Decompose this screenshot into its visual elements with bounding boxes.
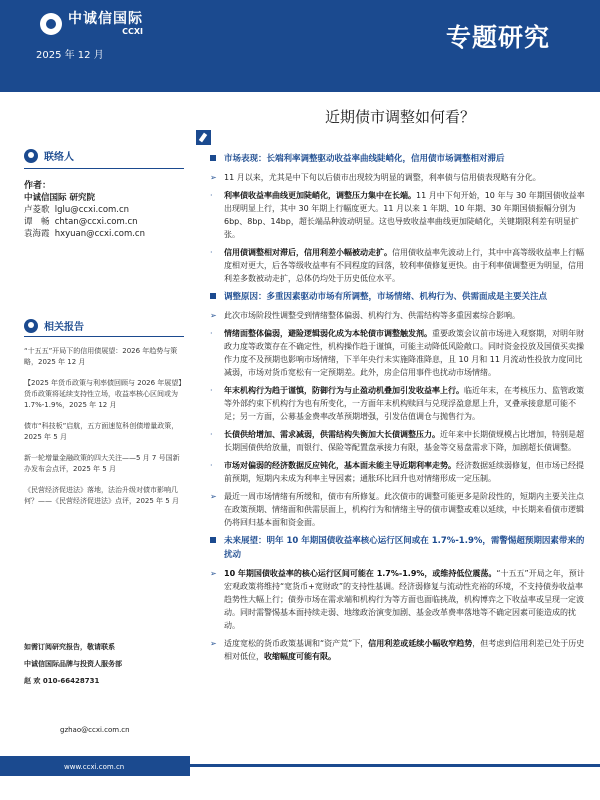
contact-name: 谭 畅	[24, 217, 50, 227]
paragraph	[208, 490, 586, 529]
paragraph-lead: 情绪面整体偏弱，避险逻辑弱化成为本轮债市调整触发剂。	[224, 329, 432, 338]
paragraph-text: 11 月中下旬开始，10 年与 30 年期国债收益率出现明显上行，其中 30 年期上行幅度更大。11 月以来 1 年期、10 年期、30 年期国债振幅分别为 6bp、8bp、14bp，超长端品种波动明显。这也导致收益率曲线更加陡峭化，关键期限利差有明显扩张。	[224, 191, 585, 239]
contact-email[interactable]: lglu@ccxi.com.cn	[54, 205, 130, 215]
arrow-bullet-icon: ➢	[210, 173, 217, 182]
paragraph	[208, 171, 586, 184]
related-reports-list	[24, 346, 184, 517]
dash-bullet-icon: ·	[210, 329, 213, 338]
paragraph-text: 此次市场阶段性调整受到情绪整体偏弱、机构行为、供需结构等多重因素综合影响。	[224, 311, 520, 320]
paragraph	[208, 309, 586, 322]
paragraph-text: 11 月以来，尤其是中下旬以后债市出现较为明显的调整，利率债与信用债表现略有分化。	[224, 173, 541, 182]
paragraph-lead: 市场对偏弱的经济数据反应钝化，基本面未能主导近期利率走势。	[224, 461, 456, 470]
subscription-line: 赵 欢 010-66428731	[24, 677, 100, 685]
footer-strip	[190, 764, 600, 767]
arrow-bullet-icon: ➢	[210, 492, 217, 501]
paragraph-text: 临近年末，在考核压力、监管政策等外部约束下机构行为也有所变化，一方面年末机构赎回与兑现浮盈意愿上升，叉叠承接意愿可能不足；另一方面，公募基金费率改革预期增强，引发估值调仓与抛售行为。	[224, 386, 584, 421]
paragraph-lead: 利率债收益率曲线更加陡峭化，调整压力集中在长端。	[224, 191, 416, 200]
paragraph	[208, 428, 586, 454]
report-date: 2025 年 12 月	[36, 50, 104, 61]
author-org: 中诚信国际 研究院	[24, 193, 95, 203]
author-label: 作者：	[24, 181, 52, 191]
paragraph-text: 适度宽松的货币政策基调和“资产荒”下，	[224, 639, 369, 648]
contact-name: 袁海霞	[24, 229, 50, 239]
contact-email[interactable]: hxyuan@ccxi.com.cn	[54, 229, 145, 239]
contact-block	[24, 180, 184, 240]
related-report-link[interactable]: 新一轮增量金融政策的四大关注——5 月 7 号国新办发布会点评，2025 年 5 月	[24, 454, 180, 473]
arrow-bullet-icon: ➢	[210, 569, 217, 578]
paragraph-lead: 收缩幅度可能有限。	[264, 652, 336, 661]
arrow-bullet-icon: ➢	[210, 639, 217, 648]
section-heading	[208, 152, 586, 166]
website-link[interactable]: www.ccxi.com.cn	[64, 763, 125, 771]
subscription-info	[24, 642, 184, 693]
related-heading-label: 相关报告	[44, 322, 84, 333]
square-bullet-icon	[210, 155, 216, 161]
paragraph	[208, 246, 586, 285]
divider	[24, 336, 184, 337]
divider	[24, 168, 184, 169]
logo-en-text: CCXI	[122, 27, 143, 36]
arrow-bullet-icon: ➢	[210, 311, 217, 320]
paragraph	[208, 189, 586, 241]
logo-icon	[40, 13, 62, 35]
square-bullet-icon	[210, 293, 216, 299]
dash-bullet-icon: ·	[210, 191, 213, 200]
contact-line	[24, 216, 184, 228]
company-logo	[40, 12, 143, 36]
paragraph	[208, 637, 586, 663]
subscription-line: 中诚信国际品牌与投资人服务部	[24, 660, 122, 668]
contact-line	[24, 204, 184, 216]
paragraph-text: 最近一周市场情绪有所缓和，债市有所修复。此次债市的调整可能更多是阶段性的，短期内主要关注点在政策预期、情绪面和供需层面上，机构行为和情绪主导的债市调整或难以延续，中长期来看债市逻辑仍将回归基本面和资金面。	[224, 492, 584, 527]
related-report-link[interactable]: 债市“科技板”启航，五方面速览科创债增量政策，2025 年 5 月	[24, 422, 179, 441]
section-heading-text: 未来展望：明年 10 年期国债收益率核心运行区间或在 1.7%-1.9%，需警惕超预期因素带来的扰动	[224, 536, 585, 560]
contact-heading	[24, 148, 74, 163]
paragraph-text: 经济数据延续弱修复，但市场已经提前预期，短期内未成为利率主导因素；通胀环比回升也对情绪形成一定压制。	[224, 461, 584, 483]
report-type: 专题研究	[445, 23, 550, 52]
logo-cn-text: 中诚信国际	[68, 11, 143, 27]
paragraph	[208, 459, 586, 485]
dash-bullet-icon: ·	[210, 430, 213, 439]
person-icon	[24, 149, 38, 163]
main-content	[208, 152, 586, 668]
paragraph-text: 近年来中长期债规模占比增加，特别是超长期国债供给放量，而银行、保险等配置盘承接力有限，基金等交易盘需求下降，加剧超长债调整。	[224, 430, 584, 452]
header-banner	[0, 0, 600, 92]
paragraph-lead: 10 年期国债收益率的核心运行区间可能在 1.7%-1.9%，或维持低位震荡。	[224, 569, 497, 578]
paragraph-lead: 信用债调整相对滞后，信用利差小幅被动走扩。	[224, 248, 392, 257]
dash-bullet-icon: ·	[210, 386, 213, 395]
contact-line	[24, 228, 184, 240]
dash-bullet-icon: ·	[210, 461, 213, 470]
paragraph	[208, 567, 586, 632]
dash-bullet-icon: ·	[210, 248, 213, 257]
checkmark-icon	[196, 130, 211, 145]
paragraph	[208, 384, 586, 423]
contact-heading-label: 联络人	[44, 152, 74, 163]
related-heading	[24, 318, 84, 333]
contact-email[interactable]: chtan@ccxi.com.cn	[54, 217, 138, 227]
square-bullet-icon	[210, 537, 216, 543]
section-heading	[208, 534, 586, 562]
section-heading-text: 调整原因：多重因素驱动市场有所调整，市场情绪、机构行为、供需面成是主要关注点	[224, 292, 548, 302]
paragraph-text: 信用债收益率先波动上行，其中中高等级收益率上行幅度相对更大，后各等级收益率有不同程度的回落，较利率债修复更快。由于利率债调整更为明显，信用利差多数被动走扩，总体仍均处于历史低位水平。	[224, 248, 584, 283]
paragraph	[208, 327, 586, 379]
paragraph-text: 重要政策会议前市场进入观察期，对明年财政力度等政策存在不确定性，机构操作趋于谨慎，可能主动降低风险敞口。同时资金投放及国债买卖操作力度不及预期也影响市场情绪，下半年央行未实施降准降息，且 10 月和 11 月流动性投放力度同比减弱，市场对货币宽松有一定预期差。此外，房企信用事件也扰动市场情绪。	[224, 329, 584, 377]
subscription-line: 如需订阅研究报告，敬请联系	[24, 643, 115, 651]
related-report-link[interactable]: “十五五”开局下的信用债展望：2026 年趋势与策略，2025 年 12 月	[24, 347, 178, 366]
paragraph-lead: 长债供给增加、需求减弱，供需结构失衡加大长债调整压力。	[224, 430, 440, 439]
related-report-link[interactable]: 《民营经济促进法》落地，法治升级对债市影响几何？——《民营经济促进法》点评，2025 年 5 月	[24, 486, 179, 505]
section-heading-text: 市场表现：长端利率调整驱动收益率曲线陡峭化，信用债市场调整相对滞后	[224, 154, 505, 164]
document-icon	[24, 319, 38, 333]
contact-name: 卢菱歌	[24, 205, 50, 215]
paragraph-lead: 信用利差或延续小幅收窄趋势	[368, 639, 473, 648]
document-title: 近期债市调整如何看？	[324, 108, 475, 126]
paragraph-lead: 年末机构行为趋于谨慎，防御行为与止盈动机叠加引发收益率上行。	[224, 386, 464, 395]
subscription-email[interactable]: gzhao@ccxi.com.cn	[60, 726, 130, 734]
related-report-link[interactable]: 【2025 年货币政策与利率债回顾与 2026 年展望】货币政策将延续支持性立场，收益率核心区间或为 1.7%-1.9%，2025 年 12 月	[24, 379, 182, 409]
section-heading	[208, 290, 586, 304]
paragraph-text: ，但考虑到信用利差已处于历史相对低位，	[224, 639, 585, 661]
paragraph-text: “十五五”开局之年，预计宏观政策将维持“宽货币+宽财政”的支持性基调。经济弱修复与流动性充裕的环境，不支持债券收益率趋势性大幅上行；债券市场在需求端和机构行为等方面也面临挑战，机构博弈之下收益率或呈现一定波动。同时需警惕基本面持续走弱、地缘政治演变加剧、基金改革费率落地等不确定因素可能造成的扰动。	[224, 569, 585, 630]
